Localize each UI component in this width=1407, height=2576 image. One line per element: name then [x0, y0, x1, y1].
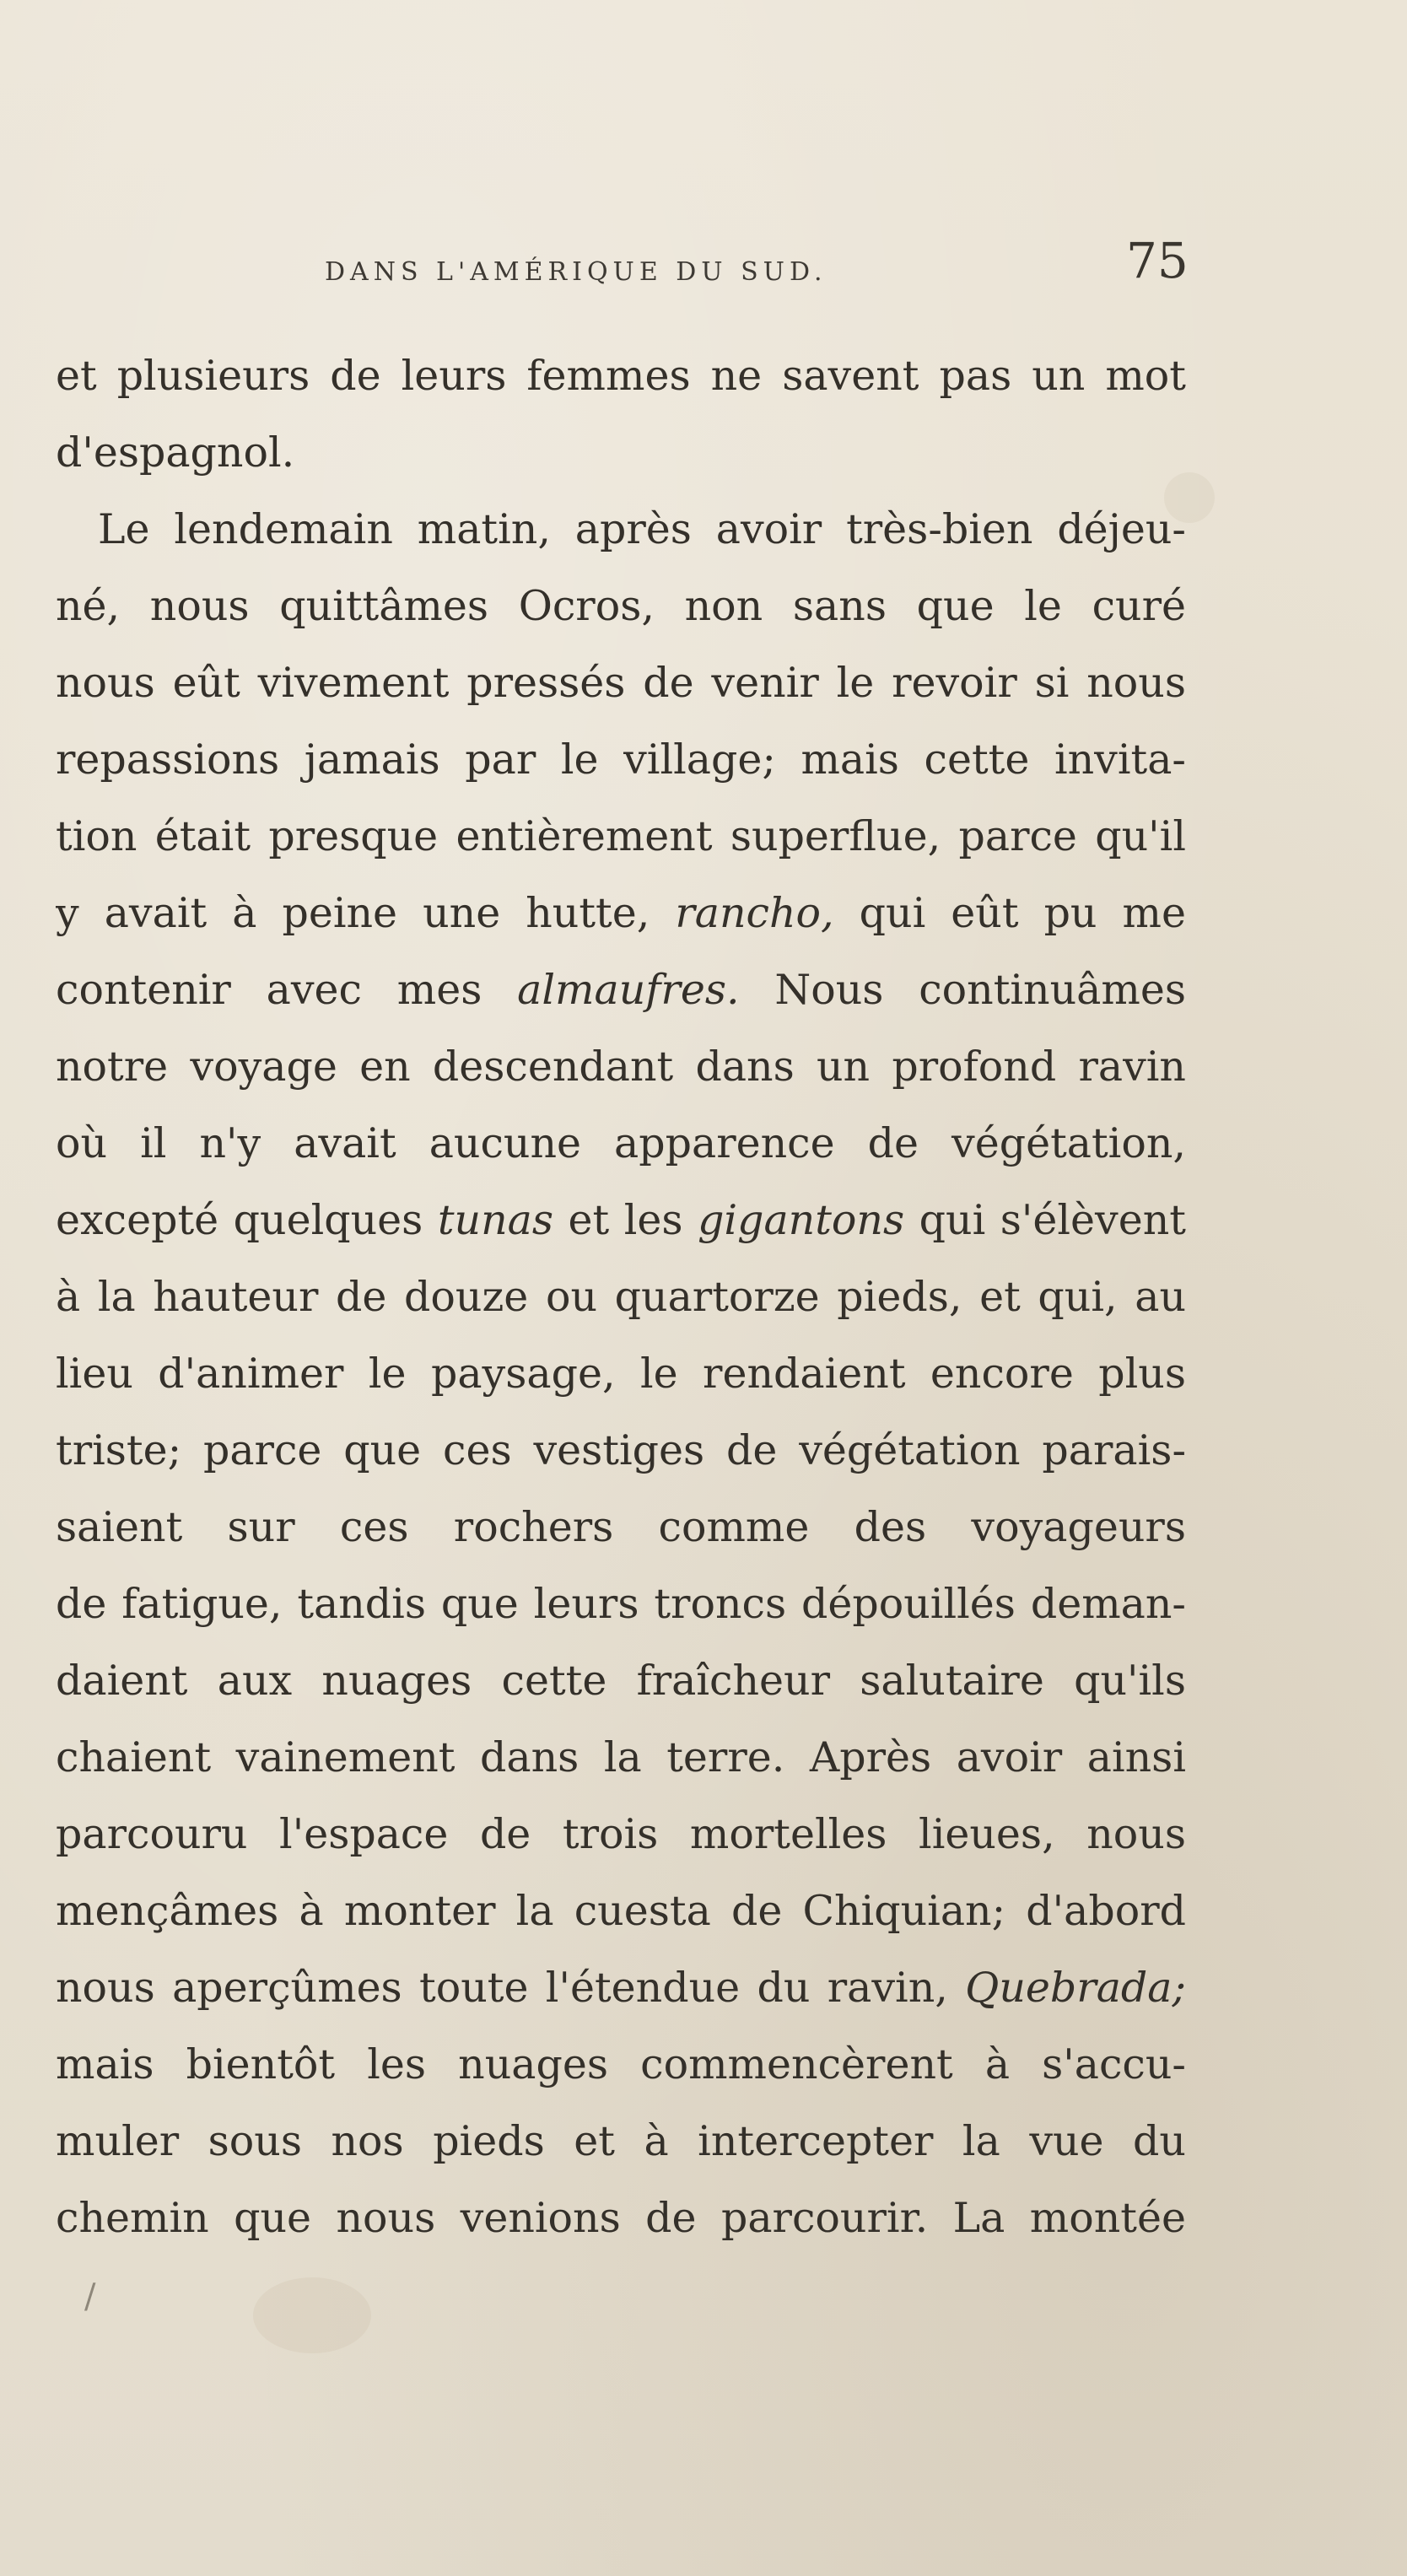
text-line: parcouru l'espace de trois mortelles lieues, nous [56, 1810, 1186, 1858]
text-line: lieu d'animer le paysage, le rendaient encore plus [56, 1350, 1186, 1398]
paragraph-2 [56, 491, 1186, 2256]
text-line: y avait à peine une hutte, rancho, qui eût pu me [56, 889, 1186, 937]
text-line: tion était presque entièrement superflue, parce qu'il [56, 812, 1186, 860]
text-line: contenir avec mes almaufres. Nous continuâmes [56, 966, 1186, 1014]
text-line: mençâmes à monter la cuesta de Chiquian; d'abord [56, 1887, 1186, 1935]
text-line: muler sous nos pieds et à intercepter la vue du [56, 2117, 1186, 2165]
text-line: à la hauteur de douze ou quartorze pieds, et qui, au [56, 1273, 1186, 1321]
text-line: saient sur ces rochers comme des voyageurs [56, 1503, 1186, 1551]
text-line: daient aux nuages cette fraîcheur salutaire qu'ils [56, 1657, 1186, 1705]
text-line: né, nous quittâmes Ocros, non sans que le curé [56, 582, 1186, 630]
paper-stain [253, 2277, 371, 2353]
text-line: d'espagnol. [56, 428, 295, 477]
paper-mark: / [84, 2277, 96, 2316]
text-line: de fatigue, tandis que leurs troncs dépouillés deman- [56, 1580, 1186, 1628]
running-head: DANS L'AMÉRIQUE DU SUD. [325, 257, 827, 287]
text-line: nous aperçûmes toute l'étendue du ravin, Quebrada; [56, 1964, 1186, 2012]
text-line: et plusieurs de leurs femmes ne savent pas un mot [56, 352, 1186, 400]
page-header [0, 232, 1407, 308]
text-line: mais bientôt les nuages commencèrent à s'accu- [56, 2040, 1186, 2088]
text-line: triste; parce que ces vestiges de végétation parais- [56, 1426, 1186, 1474]
text-line: chemin que nous venions de parcourir. La montée [56, 2194, 1186, 2242]
text-line: chaient vainement dans la terre. Après avoir ainsi [56, 1733, 1186, 1781]
text-line: repassions jamais par le village; mais cette invita- [56, 736, 1186, 784]
text-line: notre voyage en descendant dans un profond ravin [56, 1043, 1186, 1091]
text-line: excepté quelques tunas et les gigantons qui s'élèvent [56, 1196, 1186, 1244]
body-text [56, 337, 1186, 2256]
text-line: où il n'y avait aucune apparence de végétation, [56, 1119, 1186, 1167]
text-line: nous eût vivement pressés de venir le revoir si nous [56, 659, 1186, 707]
paragraph-1 [56, 337, 1186, 491]
text-line: Le lendemain matin, après avoir très-bien déjeu- [98, 505, 1186, 553]
page-number: 75 [1126, 232, 1189, 289]
